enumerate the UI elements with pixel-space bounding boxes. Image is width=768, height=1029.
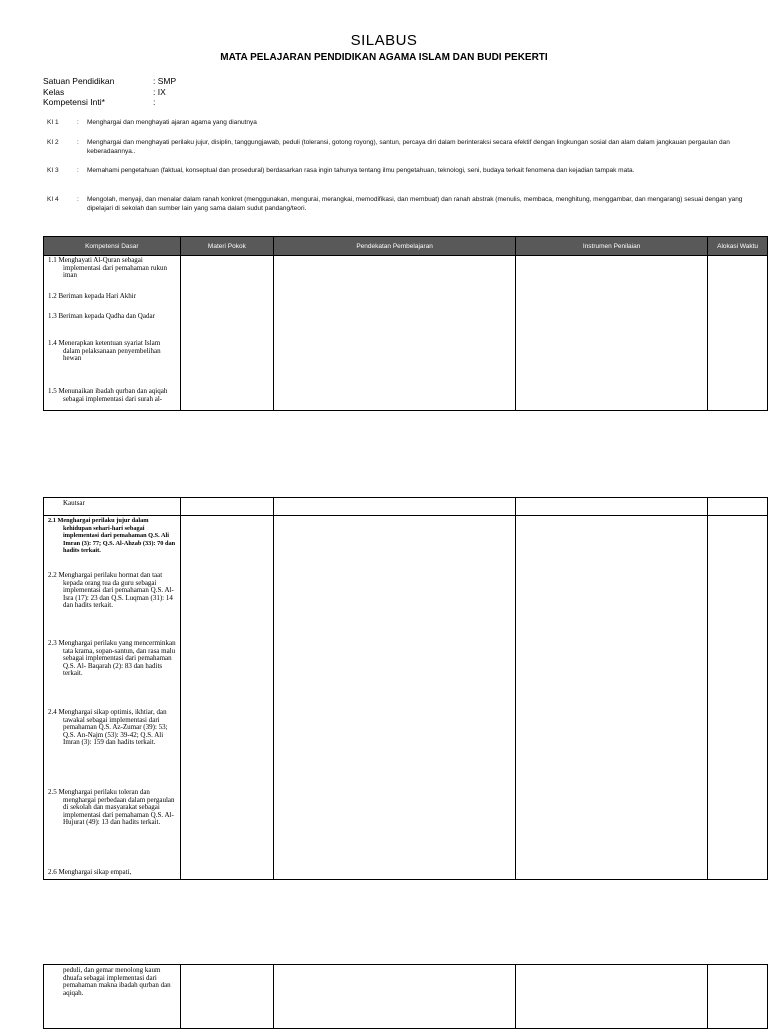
alokasi-cell <box>708 965 768 1029</box>
ki-code: KI 1 <box>47 119 59 126</box>
kd-item: 1.2 Beriman kepada Hari Akhir <box>48 292 137 300</box>
ki-text: Menghargai dan menghayati ajaran agama yang dianutnya <box>87 119 257 126</box>
ki-4 <box>47 196 767 213</box>
kd-cell <box>44 516 181 880</box>
kd-item: 2.3 Menghargai perilaku yang mencerminkan tata krama, sopan-santun, dan rasa malu sebagai implementasi dari pemahaman Q.S. Al- Baqarah (2): 83 dan hadits terkait. <box>48 639 176 678</box>
page-subtitle: MATA PELAJARAN PENDIDIKAN AGAMA ISLAM DAN BUDI PEKERTI <box>220 52 548 63</box>
ki-2 <box>47 139 767 156</box>
meta-label: Kompetensi Inti* <box>43 97 105 107</box>
header-kompetensi-dasar: Kompetensi Dasar <box>44 237 181 256</box>
materi-cell <box>180 498 274 516</box>
kd-item: 1.5 Menunaikan ibadah qurban dan aqiqah sebagai implementasi dari surah al- <box>48 387 168 403</box>
materi-cell <box>180 516 274 880</box>
kd-item: 2.1 Menghargai perilaku jujur dalam kehidupan sehari-hari sebagai implementasi dari pemahaman Q.S. Ali Imran (3): 77; Q.S. Al-Ahzab (33): 70 dan hadits terkait. <box>48 517 176 555</box>
alokasi-cell <box>708 256 768 411</box>
pendekatan-cell <box>274 498 516 516</box>
pendekatan-cell <box>274 256 516 411</box>
meta-row <box>43 87 176 98</box>
alokasi-cell <box>708 498 768 516</box>
syllabus-table-page-3 <box>43 964 768 1029</box>
ki-code: KI 2 <box>47 139 59 146</box>
ki-colon: : <box>77 167 79 174</box>
meta-label: Satuan Pendidikan <box>43 76 115 86</box>
ki-text: Memahami pengetahuan (faktual, konseptual dan prosedural) berdasarkan rasa ingin tahunya tentang ilmu pengetahuan, teknologi, seni, budaya terkait fenomena dan kejadian tampak mata. <box>87 167 635 174</box>
meta-value: : IX <box>153 86 166 97</box>
kd-item: 2.2 Menghargai perilaku hormat dan taat kepada orang tua da guru sebagai implementasi dari pemahaman Q.S. Al- Isra (17): 23 dan Q.S. Luqman (31): 14 dan hadits terkait. <box>48 571 174 610</box>
kd-item: 1.3 Beriman kepada Qadha dan Qadar <box>48 312 155 320</box>
kd-continuation-cell <box>44 498 181 516</box>
materi-cell <box>180 256 274 411</box>
ki-colon: : <box>77 139 79 146</box>
materi-cell <box>180 965 274 1029</box>
pendekatan-cell <box>274 516 516 880</box>
ki-code: KI 3 <box>47 167 59 174</box>
kd-continuation: Kautsar <box>63 499 85 507</box>
meta-row <box>43 97 176 108</box>
syllabus-table-page-1 <box>43 236 768 411</box>
kd-cell <box>44 256 181 411</box>
kd-item: 1.1 Menghayati Al-Quran sebagai implementasi dari pemahaman rukun iman <box>48 256 167 280</box>
header-materi-pokok: Materi Pokok <box>180 237 274 256</box>
ki-code: KI 4 <box>47 196 59 203</box>
pendekatan-cell <box>274 965 516 1029</box>
page-title: SILABUS <box>350 32 418 49</box>
meta-value: : SMP <box>153 76 177 86</box>
header-pendekatan: Pendekatan Pembelajaran <box>274 237 516 256</box>
kd-item: 2.5 Menghargai perilaku toleran dan menghargai perbedaan dalam pergaulan di sekolah dan masyarakat sebagai implementasi dari pemahaman Q.S. Al-Hujurat (49): 13 dan hadits terkait. <box>48 788 175 827</box>
kd-item: 2.6 Menghargai sikap empati, <box>48 868 132 876</box>
instrumen-cell <box>516 965 708 1029</box>
ki-colon: : <box>77 196 79 203</box>
instrumen-cell <box>516 498 708 516</box>
ki-colon: : <box>77 119 79 126</box>
instrumen-cell <box>516 256 708 411</box>
header-instrumen: Instrumen Penilaian <box>516 237 708 256</box>
meta-label: Kelas <box>43 86 65 97</box>
instrumen-cell <box>516 516 708 880</box>
kd-item: 1.4 Menerapkan ketentuan syariat Islam dalam pelaksanaan penyembelihan hewan <box>48 339 161 363</box>
syllabus-table-page-2 <box>43 497 768 880</box>
ki-text: Mengolah, menyaji, dan menalar dalam ranah konkret (menggunakan, mengurai, merangkai, memodifikasi, dan membuat) dan ranah abstrak (menulis, membaca, menghitung, menggambar, dan mengarang) sesuai dengan yang dipelajari di sekolah dan sumber lain yang sama dalam sudut pandang/teori. <box>87 196 743 212</box>
kd-continuation: peduli, dan gemar menolong kaum dhuafa sebagai implementasi dari pemahaman makna ibadah qurban dan aqiqah. <box>63 966 171 997</box>
meta-block <box>43 76 176 108</box>
kd-continuation-cell <box>44 965 181 1029</box>
ki-1 <box>47 119 767 128</box>
meta-row <box>43 76 176 87</box>
alokasi-cell <box>708 516 768 880</box>
kd-item: 2.4 Menghargai sikap optimis, ikhtiar, dan tawakal sebagai implementasi dari pemahaman Q.S. Az-Zumar (39): 53; Q.S. An-Najm (53): 39-42; Q.S. Ali Imran (3): 159 dan hadits terkait. <box>48 708 168 747</box>
ki-text: Menghargai dan menghayati perilaku jujur, disiplin, tanggungjawab, peduli (toleransi, gotong royong), santun, percaya diri dalam berinteraksi secara efektif dengan lingkungan sosial dan alam dalam jangkauan pergaulan dan keberadaannya.. <box>87 139 730 155</box>
header-alokasi: Alokasi Waktu <box>708 237 768 256</box>
ki-3 <box>47 167 767 176</box>
meta-value: : <box>153 97 156 107</box>
